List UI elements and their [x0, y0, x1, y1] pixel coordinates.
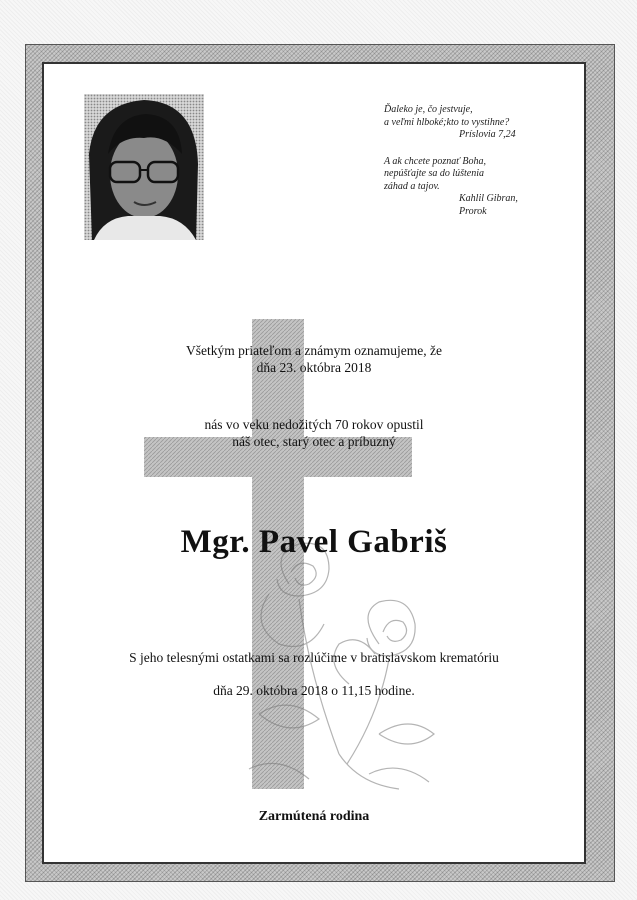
quote-attribution: Príslovia 7,24 — [459, 129, 516, 140]
quote-line: a veľmi hlboké;kto to vystihne? — [384, 116, 510, 128]
quote-line: záhad a tajov. — [384, 180, 440, 192]
portrait-photo-image — [84, 94, 204, 240]
portrait-photo — [84, 94, 204, 240]
quote-attribution: Kahlil Gibran, — [459, 193, 518, 204]
age-statement — [44, 416, 584, 450]
quote-line: Ďaleko je, čo jestvuje, — [384, 104, 473, 115]
epigraph-quotes — [384, 104, 554, 218]
signature: Zarmútená rodina — [258, 809, 370, 824]
age-line: nás vo veku nedožitých 70 rokov opustil — [204, 417, 424, 432]
announcement-line: Všetkým priateľom a známym oznamujeme, že — [186, 343, 442, 358]
announcement-date: dňa 23. októbra 2018 — [256, 360, 372, 375]
quote-1 — [384, 104, 554, 142]
quote-line: nepúšťajte sa do lúštenia — [384, 168, 485, 179]
inner-frame — [42, 62, 586, 864]
quote-attribution: Prorok — [459, 205, 487, 217]
ceremony-line: S jeho telesnými ostatkami sa rozlúčime v bratislavskom krematóriu — [129, 650, 499, 665]
quote-line: A ak chcete poznať Boha, — [384, 155, 487, 167]
relation-line: náš otec, starý otec a príbuzný — [232, 434, 396, 449]
deceased-name: Mgr. Pavel Gabriš — [180, 524, 448, 560]
ceremony-info — [44, 649, 584, 699]
quote-2 — [384, 156, 554, 219]
ceremony-date: dňa 29. októbra 2018 o 11,15 hodine. — [213, 683, 415, 698]
announcement — [44, 342, 584, 376]
